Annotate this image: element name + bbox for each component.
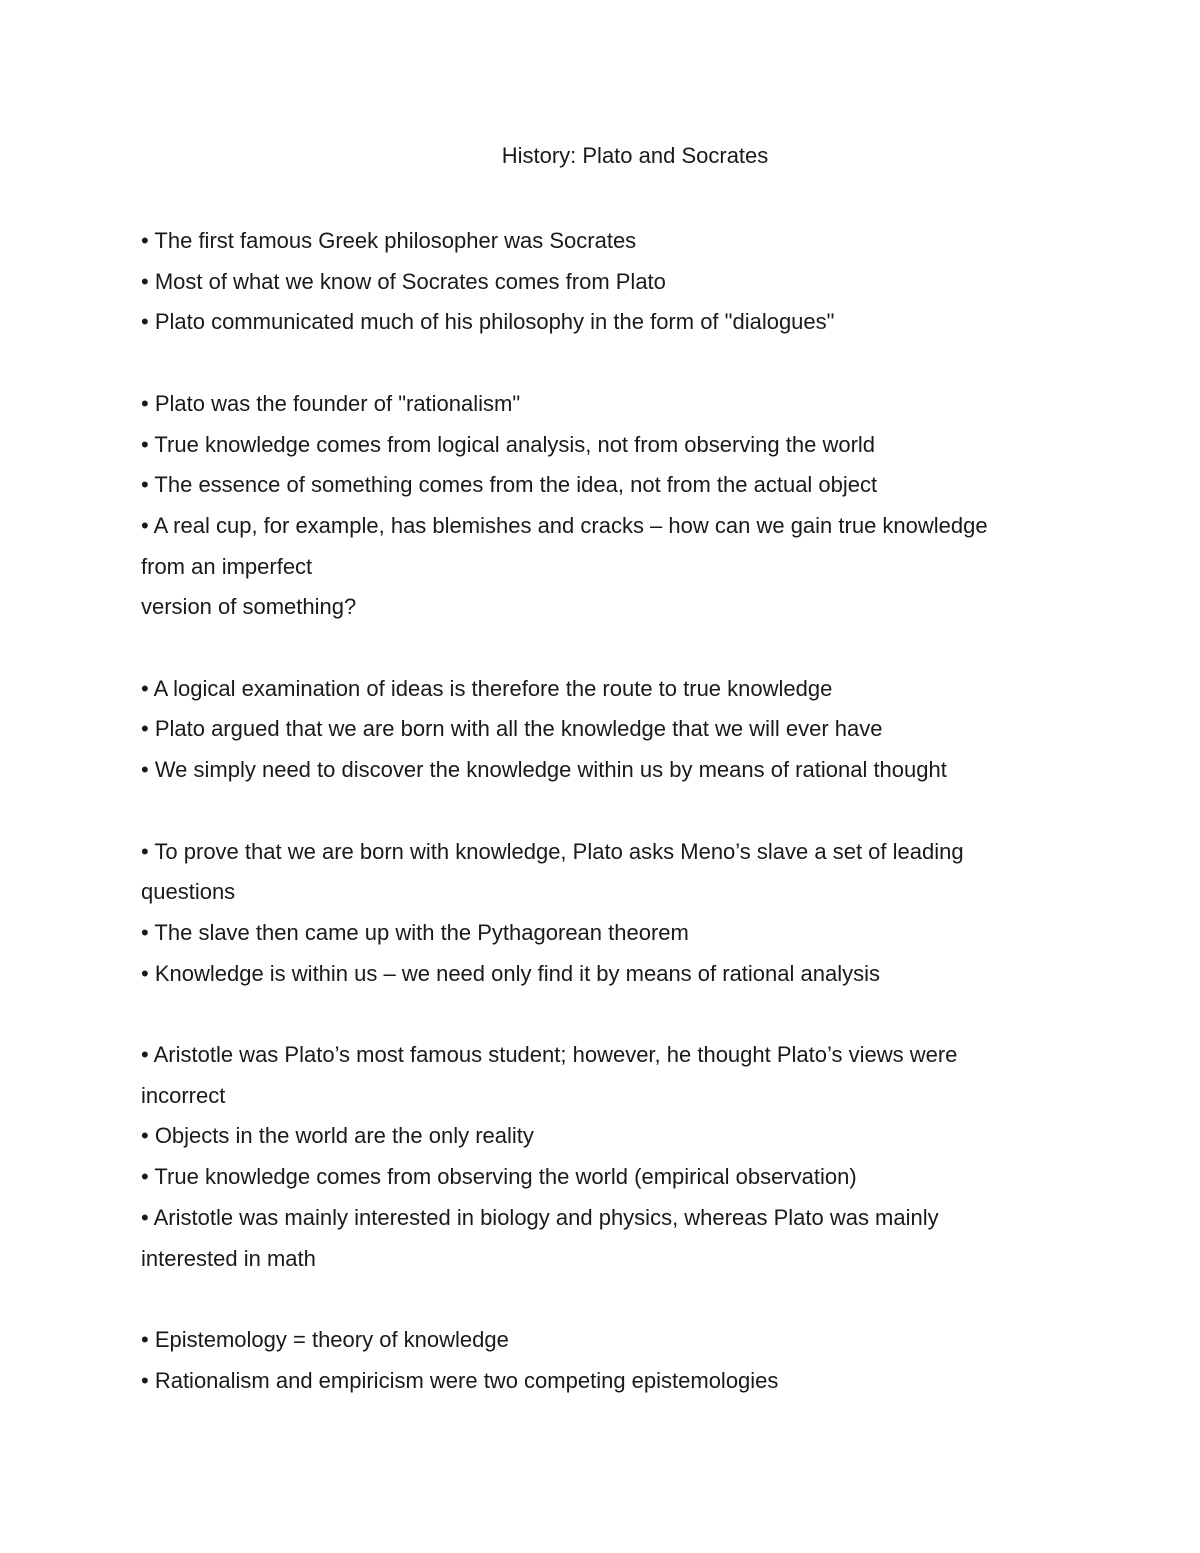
paragraph-gap bbox=[141, 343, 1061, 384]
text-line: • To prove that we are born with knowledge, Plato asks Meno’s slave a set of leading bbox=[141, 838, 964, 864]
text-line: incorrect bbox=[141, 1082, 226, 1108]
text-line: • Rationalism and empiricism were two competing epistemologies bbox=[141, 1367, 779, 1393]
text-line: • The slave then came up with the Pythagorean theorem bbox=[141, 919, 689, 945]
text-line: • The first famous Greek philosopher was Socrates bbox=[141, 228, 637, 253]
paragraph-gap bbox=[141, 1279, 1061, 1320]
text-line: version of something? bbox=[141, 594, 357, 620]
text-line: from an imperfect bbox=[141, 553, 313, 579]
text-line: • Epistemology = theory of knowledge bbox=[141, 1326, 509, 1352]
paragraph-gap bbox=[141, 791, 1061, 832]
text-line: interested in math bbox=[141, 1245, 316, 1271]
text-line: • Aristotle was mainly interested in biology and physics, whereas Plato was mainly bbox=[141, 1204, 939, 1230]
text-line: • Plato communicated much of his philosophy in the form of "dialogues" bbox=[141, 309, 835, 335]
text-line: questions bbox=[141, 879, 236, 905]
text-line: • Plato was the founder of "rationalism" bbox=[141, 390, 521, 416]
text-line: • A logical examination of ideas is therefore the route to true knowledge bbox=[141, 675, 833, 701]
text-line: • We simply need to discover the knowledge within us by means of rational thought bbox=[141, 757, 947, 783]
text-line: • Most of what we know of Socrates comes from Plato bbox=[141, 268, 666, 294]
text-line: • Aristotle was Plato’s most famous student; however, he thought Plato’s views were bbox=[141, 1042, 958, 1067]
text-line: • A real cup, for example, has blemishes and cracks – how can we gain true knowledge bbox=[141, 512, 988, 538]
text-line: • True knowledge comes from observing the world (empirical observation) bbox=[141, 1164, 857, 1190]
text-line: • True knowledge comes from logical analysis, not from observing the world bbox=[141, 431, 876, 457]
text-line: • Knowledge is within us – we need only find it by means of rational analysis bbox=[141, 960, 880, 986]
paragraph-gap bbox=[141, 994, 1061, 1035]
paragraph-gap bbox=[141, 628, 1061, 669]
page-title: History: Plato and Socrates bbox=[501, 143, 769, 168]
text-line: • Plato argued that we are born with all the knowledge that we will ever have bbox=[141, 716, 883, 742]
text-line: • Objects in the world are the only reality bbox=[141, 1123, 534, 1149]
text-line: • The essence of something comes from the idea, not from the actual object bbox=[141, 472, 878, 498]
document-body bbox=[141, 221, 1061, 1401]
